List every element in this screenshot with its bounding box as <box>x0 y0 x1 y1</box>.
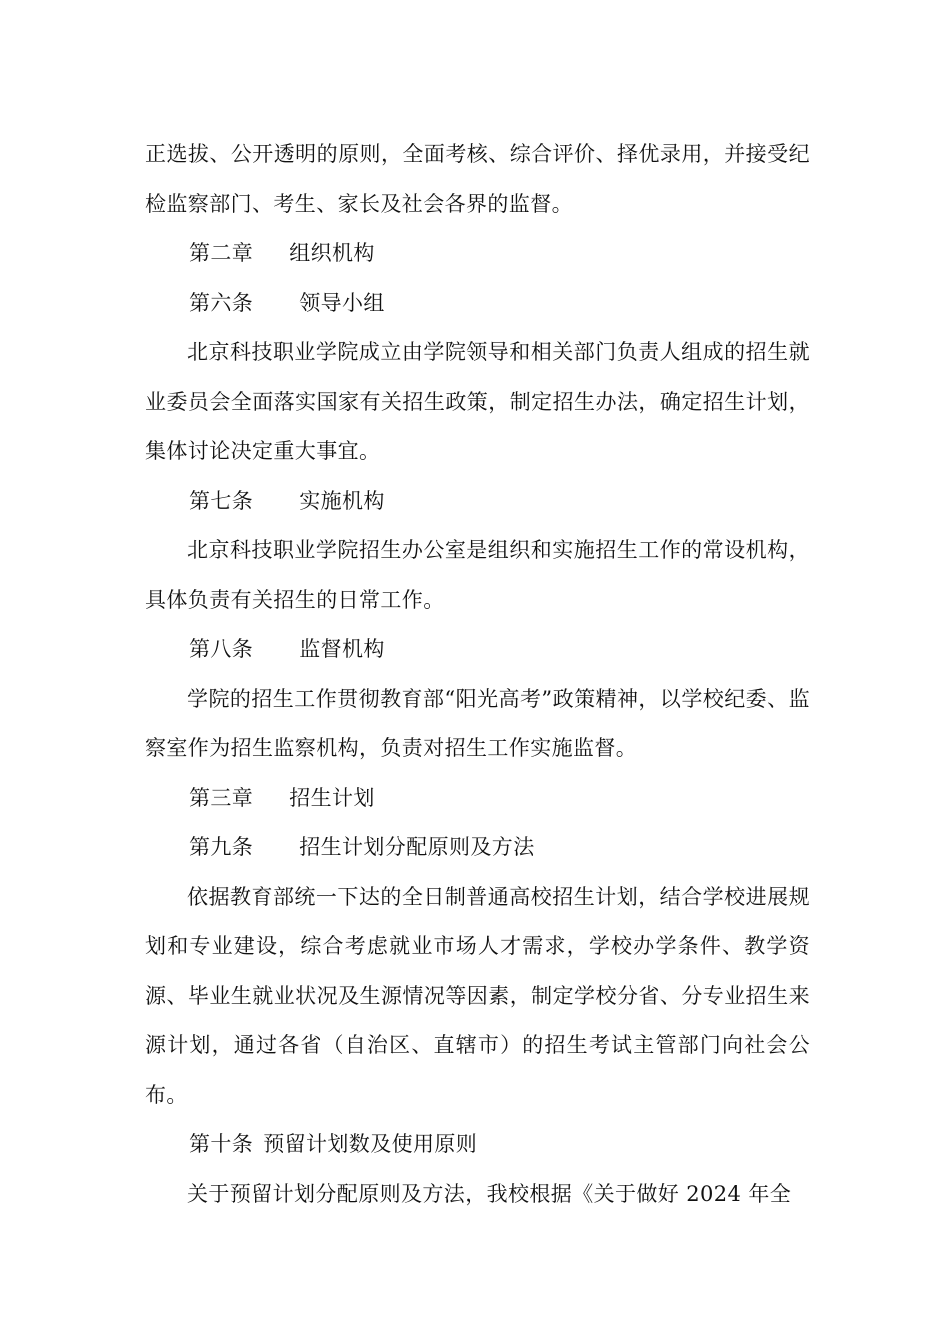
article-heading-10 <box>145 1120 810 1170</box>
chapter-heading-2 <box>145 229 810 279</box>
chapter-title: 组织机构 <box>289 241 375 265</box>
document-body <box>145 130 810 1219</box>
paragraph-continued: 正选拔、公开透明的原则，全面考核、综合评价、择优录用，并接受纪检监察部门、考生、家长及社会各界的监督。 <box>145 142 810 216</box>
article-title: 预留计划数及使用原则 <box>263 1132 478 1156</box>
article-number: 第七条 <box>189 488 254 513</box>
article-title: 监督机构 <box>299 637 385 661</box>
article-heading-7 <box>145 477 810 527</box>
chapter-number: 第二章 <box>189 241 254 265</box>
paragraph: 北京科技职业学院成立由学院领导和相关部门负责人组成的招生就业委员会全面落实国家有关招生政策，制定招生办法，确定招生计划，集体讨论决定重大事宜。 <box>145 340 810 463</box>
article-heading-9 <box>145 823 810 873</box>
article-number: 第六条 <box>189 290 254 315</box>
paragraph: 北京科技职业学院招生办公室是组织和实施招生工作的常设机构，具体负责有关招生的日常工作。 <box>145 538 810 612</box>
article-number: 第九条 <box>189 835 254 859</box>
article-title: 领导小组 <box>299 290 385 315</box>
article-number: 第八条 <box>189 637 254 661</box>
article-number: 第十条 <box>189 1132 254 1156</box>
article-heading-8 <box>145 625 810 675</box>
article-title: 招生计划分配原则及方法 <box>299 835 535 859</box>
chapter-title: 招生计划 <box>289 785 375 810</box>
paragraph: 关于预留计划分配原则及方法，我校根据《关于做好 2024 年全 <box>187 1181 792 1206</box>
article-title: 实施机构 <box>299 488 385 513</box>
paragraph: 学院的招生工作贯彻教育部“阳光高考”政策精神，以学校纪委、监察室作为招生监察机构，负责对招生工作实施监督。 <box>145 686 810 760</box>
chapter-heading-3 <box>145 774 810 824</box>
chapter-number: 第三章 <box>189 785 254 810</box>
article-heading-6 <box>145 279 810 329</box>
paragraph: 依据教育部统一下达的全日制普通高校招生计划，结合学校进展规划和专业建设，综合考虑就业市场人才需求，学校办学条件、教学资源、毕业生就业状况及生源情况等因素，制定学校分省、分专业招生来源计划，通过各省（自治区、直辖市）的招生考试主管部门向社会公布。 <box>145 884 810 1107</box>
